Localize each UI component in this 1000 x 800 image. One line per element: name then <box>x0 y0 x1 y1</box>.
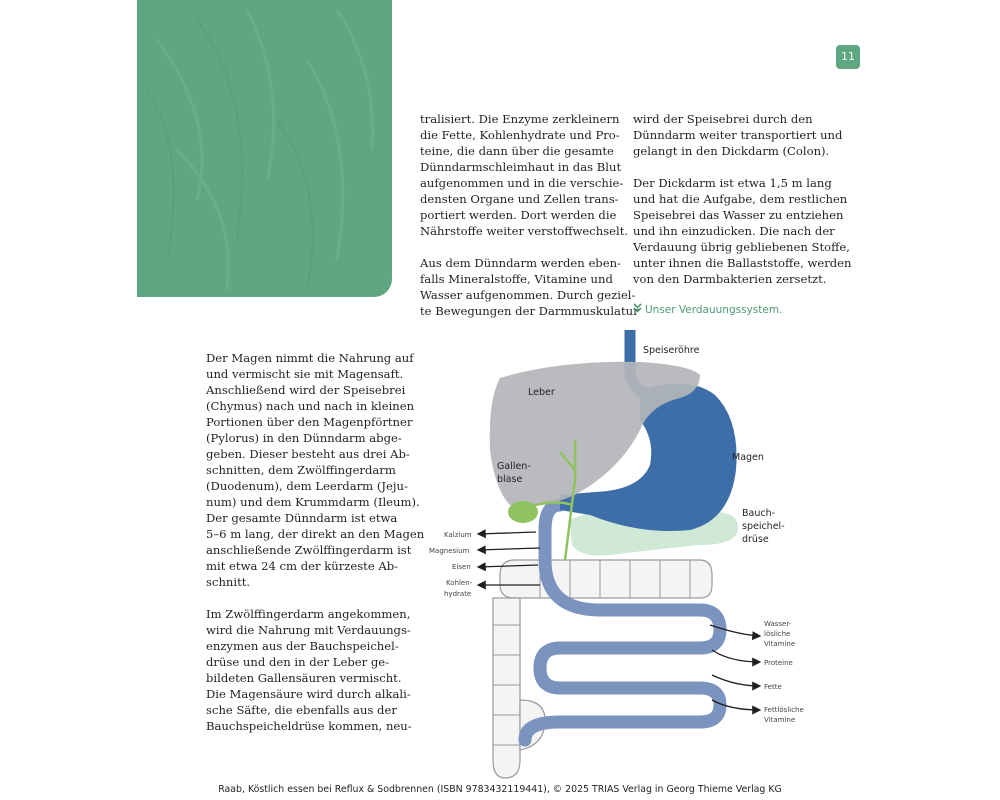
label-proteine: Proteine <box>764 659 793 667</box>
label-fettloesliche-2: Vitamine <box>764 716 796 724</box>
label-kohlenhydrate-2: hydrate <box>444 590 472 598</box>
label-gallenblase-2: blase <box>497 474 523 485</box>
label-kalzium: Kalzium <box>444 531 472 539</box>
label-eisen: Eisen <box>452 563 471 571</box>
caption-text: Unser Verdauungssystem. <box>645 304 783 316</box>
column1-paragraph2: Im Zwölffingerdarm angekommen, wird die Nahrung mit Verdauungs- enzymen aus der Bauchspeichel- drüse und den in der Leber ge- bildeten Gallensäuren vermischt. Die Magensäure wird durch alkali- sche Säfte, die ebenfalls aus der Bauchspeicheldrüse kommen, neu- <box>206 607 412 733</box>
chevron-down-double-icon <box>633 303 645 316</box>
column3-paragraph2: Der Dickdarm ist etwa 1,5 m lang und hat die Aufgabe, dem restlichen Speisebrei das Wasser zu entziehen und ihn einzudicken. Die nach der Verdauung übrig gebliebenen Stoffe, unter ihnen die Ballaststoffe, werden von den Darmbakterien zersetzt. <box>633 176 852 286</box>
label-wasserloesliche-3: Vitamine <box>764 640 796 648</box>
label-bauchspeicheldruese-3: drüse <box>742 534 769 545</box>
label-kohlenhydrate-1: Kohlen- <box>446 579 473 587</box>
decorative-green-image <box>137 0 392 297</box>
label-leber: Leber <box>528 387 555 398</box>
label-gallenblase-1: Gallen- <box>497 461 531 472</box>
digestive-system-diagram <box>420 325 820 780</box>
figure-caption <box>633 303 782 316</box>
label-magen: Magen <box>732 452 764 463</box>
gallbladder <box>508 501 538 523</box>
label-wasserloesliche-2: lösliche <box>764 630 791 638</box>
label-magnesium: Magnesium <box>429 547 470 555</box>
label-fette: Fette <box>764 683 782 691</box>
label-bauchspeicheldruese-2: speichel- <box>742 521 785 532</box>
column2-paragraph1: tralisiert. Die Enzyme zerkleinern die Fette, Kohlenhydrate und Pro- teine, die dann über die gesamte Dünndarmschleimhaut in das Blut aufgenommen und in die verschie- densten Organe und Zellen trans- portiert werden. Dort werden die Nährstoffe weiter verstoffwechselt. <box>420 112 629 238</box>
page-number: 11 <box>836 45 860 69</box>
label-fettloesliche-1: Fettlösliche <box>764 706 804 714</box>
label-speiseroehre: Speiseröhre <box>643 345 700 356</box>
column3-paragraph1: wird der Speisebrei durch den Dünndarm weiter transportiert und gelangt in den Dickdarm (Colon). <box>633 112 843 158</box>
footer-citation: Raab, Köstlich essen bei Reflux & Sodbrennen (ISBN 9783432119441), © 2025 TRIAS Verlag in Georg Thieme Verlag KG <box>218 784 782 795</box>
label-bauchspeicheldruese-1: Bauch- <box>742 508 776 519</box>
column1-paragraph1: Der Magen nimmt die Nahrung auf und vermischt sie mit Magensaft. Anschließend wird der Speisebrei (Chymus) nach und nach in kleinen Portionen über den Magenpförtner (Pylorus) in den Dünndarm abge- geben. Dieser besteht aus drei Ab- schnitten, dem Zwölffingerdarm (Duodenum), dem Leerdarm (Jeju- num) und dem Krummdarm (Ileum). Der gesamte Dünndarm ist etwa 5–6 m lang, der direkt an den Magen anschließende Zwölffingerdarm ist mit etwa 24 cm der kürzeste Ab- schnitt. <box>206 351 425 589</box>
column2-paragraph2: Aus dem Dünndarm werden eben- falls Mineralstoffe, Vitamine und Wasser aufgenommen. Durch geziel- te Bewegungen der Darmmuskulatur <box>420 256 639 318</box>
label-wasserloesliche-1: Wasser- <box>764 620 792 628</box>
